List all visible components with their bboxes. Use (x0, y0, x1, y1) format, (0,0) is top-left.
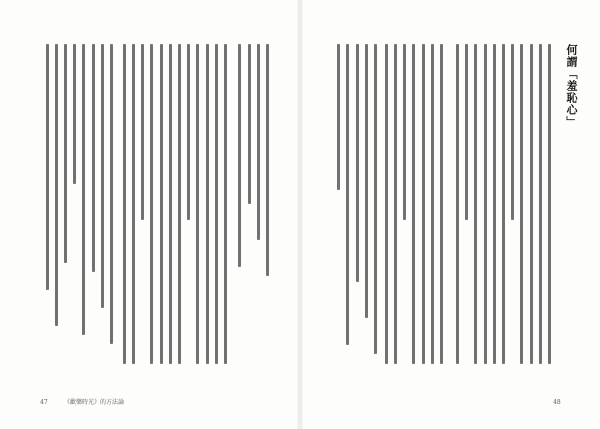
text-column (465, 44, 468, 220)
text-column (440, 44, 443, 364)
text-column (394, 44, 397, 364)
text-column (403, 44, 406, 220)
text-column (132, 44, 135, 364)
text-column (110, 44, 113, 344)
text-column (123, 44, 126, 364)
text-column (337, 44, 340, 190)
text-column (502, 44, 505, 364)
text-column (422, 44, 425, 364)
text-column (196, 44, 199, 364)
text-column (141, 44, 144, 220)
text-column (215, 44, 218, 364)
text-column (456, 44, 459, 364)
text-column (484, 44, 487, 364)
text-column (55, 44, 58, 326)
text-column (46, 44, 49, 290)
text-column (187, 44, 190, 220)
text-column (365, 44, 368, 318)
text-column (474, 44, 477, 364)
binding-gutter (297, 0, 303, 429)
text-column (92, 44, 95, 272)
text-column (64, 44, 67, 263)
text-column (346, 44, 349, 345)
text-column (493, 44, 496, 364)
text-column (412, 44, 415, 364)
section-heading: 何謂「羞恥心」 (565, 44, 578, 128)
text-column (520, 44, 523, 364)
text-column (356, 44, 359, 282)
text-column (224, 44, 227, 364)
text-column (169, 44, 172, 364)
text-column (160, 44, 163, 364)
text-column (511, 44, 514, 220)
text-column (266, 44, 269, 276)
text-column (248, 44, 251, 204)
text-column (238, 44, 241, 267)
text-column (178, 44, 181, 364)
text-column (548, 44, 551, 364)
text-column (82, 44, 85, 335)
text-column (73, 44, 76, 184)
right-page (300, 0, 600, 429)
text-column (101, 44, 104, 308)
text-column (385, 44, 388, 364)
text-column (206, 44, 209, 364)
running-head: 《歡樂時光》的方法論 (64, 399, 125, 406)
text-column (530, 44, 533, 364)
page-number-left: 47 (40, 399, 48, 406)
text-column (374, 44, 377, 354)
text-column (431, 44, 434, 364)
text-column (539, 44, 542, 364)
page-number-right: 48 (553, 399, 561, 406)
text-column (257, 44, 260, 240)
text-column (150, 44, 153, 364)
